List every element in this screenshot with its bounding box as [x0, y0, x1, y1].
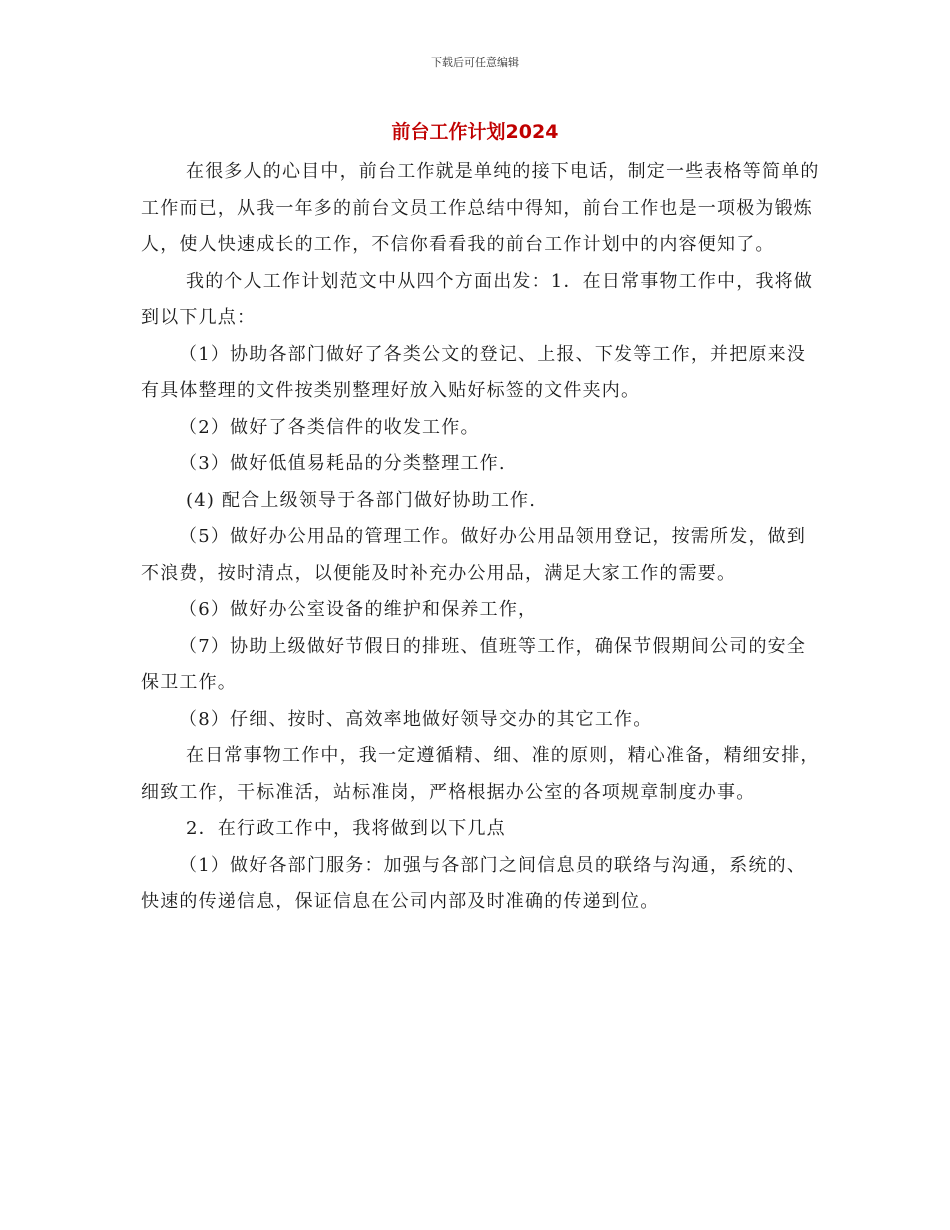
paragraph-intro: 在很多人的心目中，前台工作就是单纯的接下电话，制定一些表格等简单的工作而已，从我一年多的前台文员工作总结中得知，前台工作也是一项极为锻炼人，使人快速成长的工作，不信你看看我的前台工作计划中的内容便知了。	[141, 161, 820, 255]
document-body	[141, 154, 821, 921]
list-item: （1）做好各部门服务：加强与各部门之间信息员的联络与沟通，系统的、快速的传递信息，保证信息在公司内部及时准确的传递到位。	[141, 854, 807, 912]
section-heading: 2．在行政工作中，我将做到以下几点	[186, 818, 506, 839]
header-note: 下载后可任意编辑	[431, 56, 519, 69]
list-item: （3）做好低值易耗品的分类整理工作.	[179, 453, 506, 474]
list-item: （8）仔细、按时、高效率地做好领导交办的其它工作。	[179, 708, 653, 730]
paragraph-overview: 我的个人工作计划范文中从四个方面出发：1．在日常事物工作中，我将做到以下几点：	[141, 270, 814, 328]
list-item: （7）协助上级做好节假日的排班、值班等工作，确保节假期间公司的安全保卫工作。	[141, 635, 807, 693]
list-item: （5）做好办公用品的管理工作。做好办公用品领用登记，按需所发，做到不浪费，按时清点，以便能及时补充办公用品，满足大家工作的需要。	[141, 526, 807, 584]
document-title: 前台工作计划2024	[391, 121, 559, 143]
list-item: （6）做好办公室设备的维护和保养工作，	[179, 599, 538, 620]
list-item: （2）做好了各类信件的收发工作。	[179, 416, 480, 438]
paragraph-principle: 在日常事物工作中，我一定遵循精、细、准的原则，精心准备，精细安排，细致工作，干标准活，站标准岗，严格根据办公室的各项规章制度办事。	[141, 745, 820, 803]
list-item: （1）协助各部门做好了各类公文的登记、上报、下发等工作，并把原来没有具体整理的文件按类别整理好放入贴好标签的文件夹内。	[141, 343, 807, 401]
list-item: (4) 配合上级领导于各部门做好协助工作.	[186, 489, 537, 511]
